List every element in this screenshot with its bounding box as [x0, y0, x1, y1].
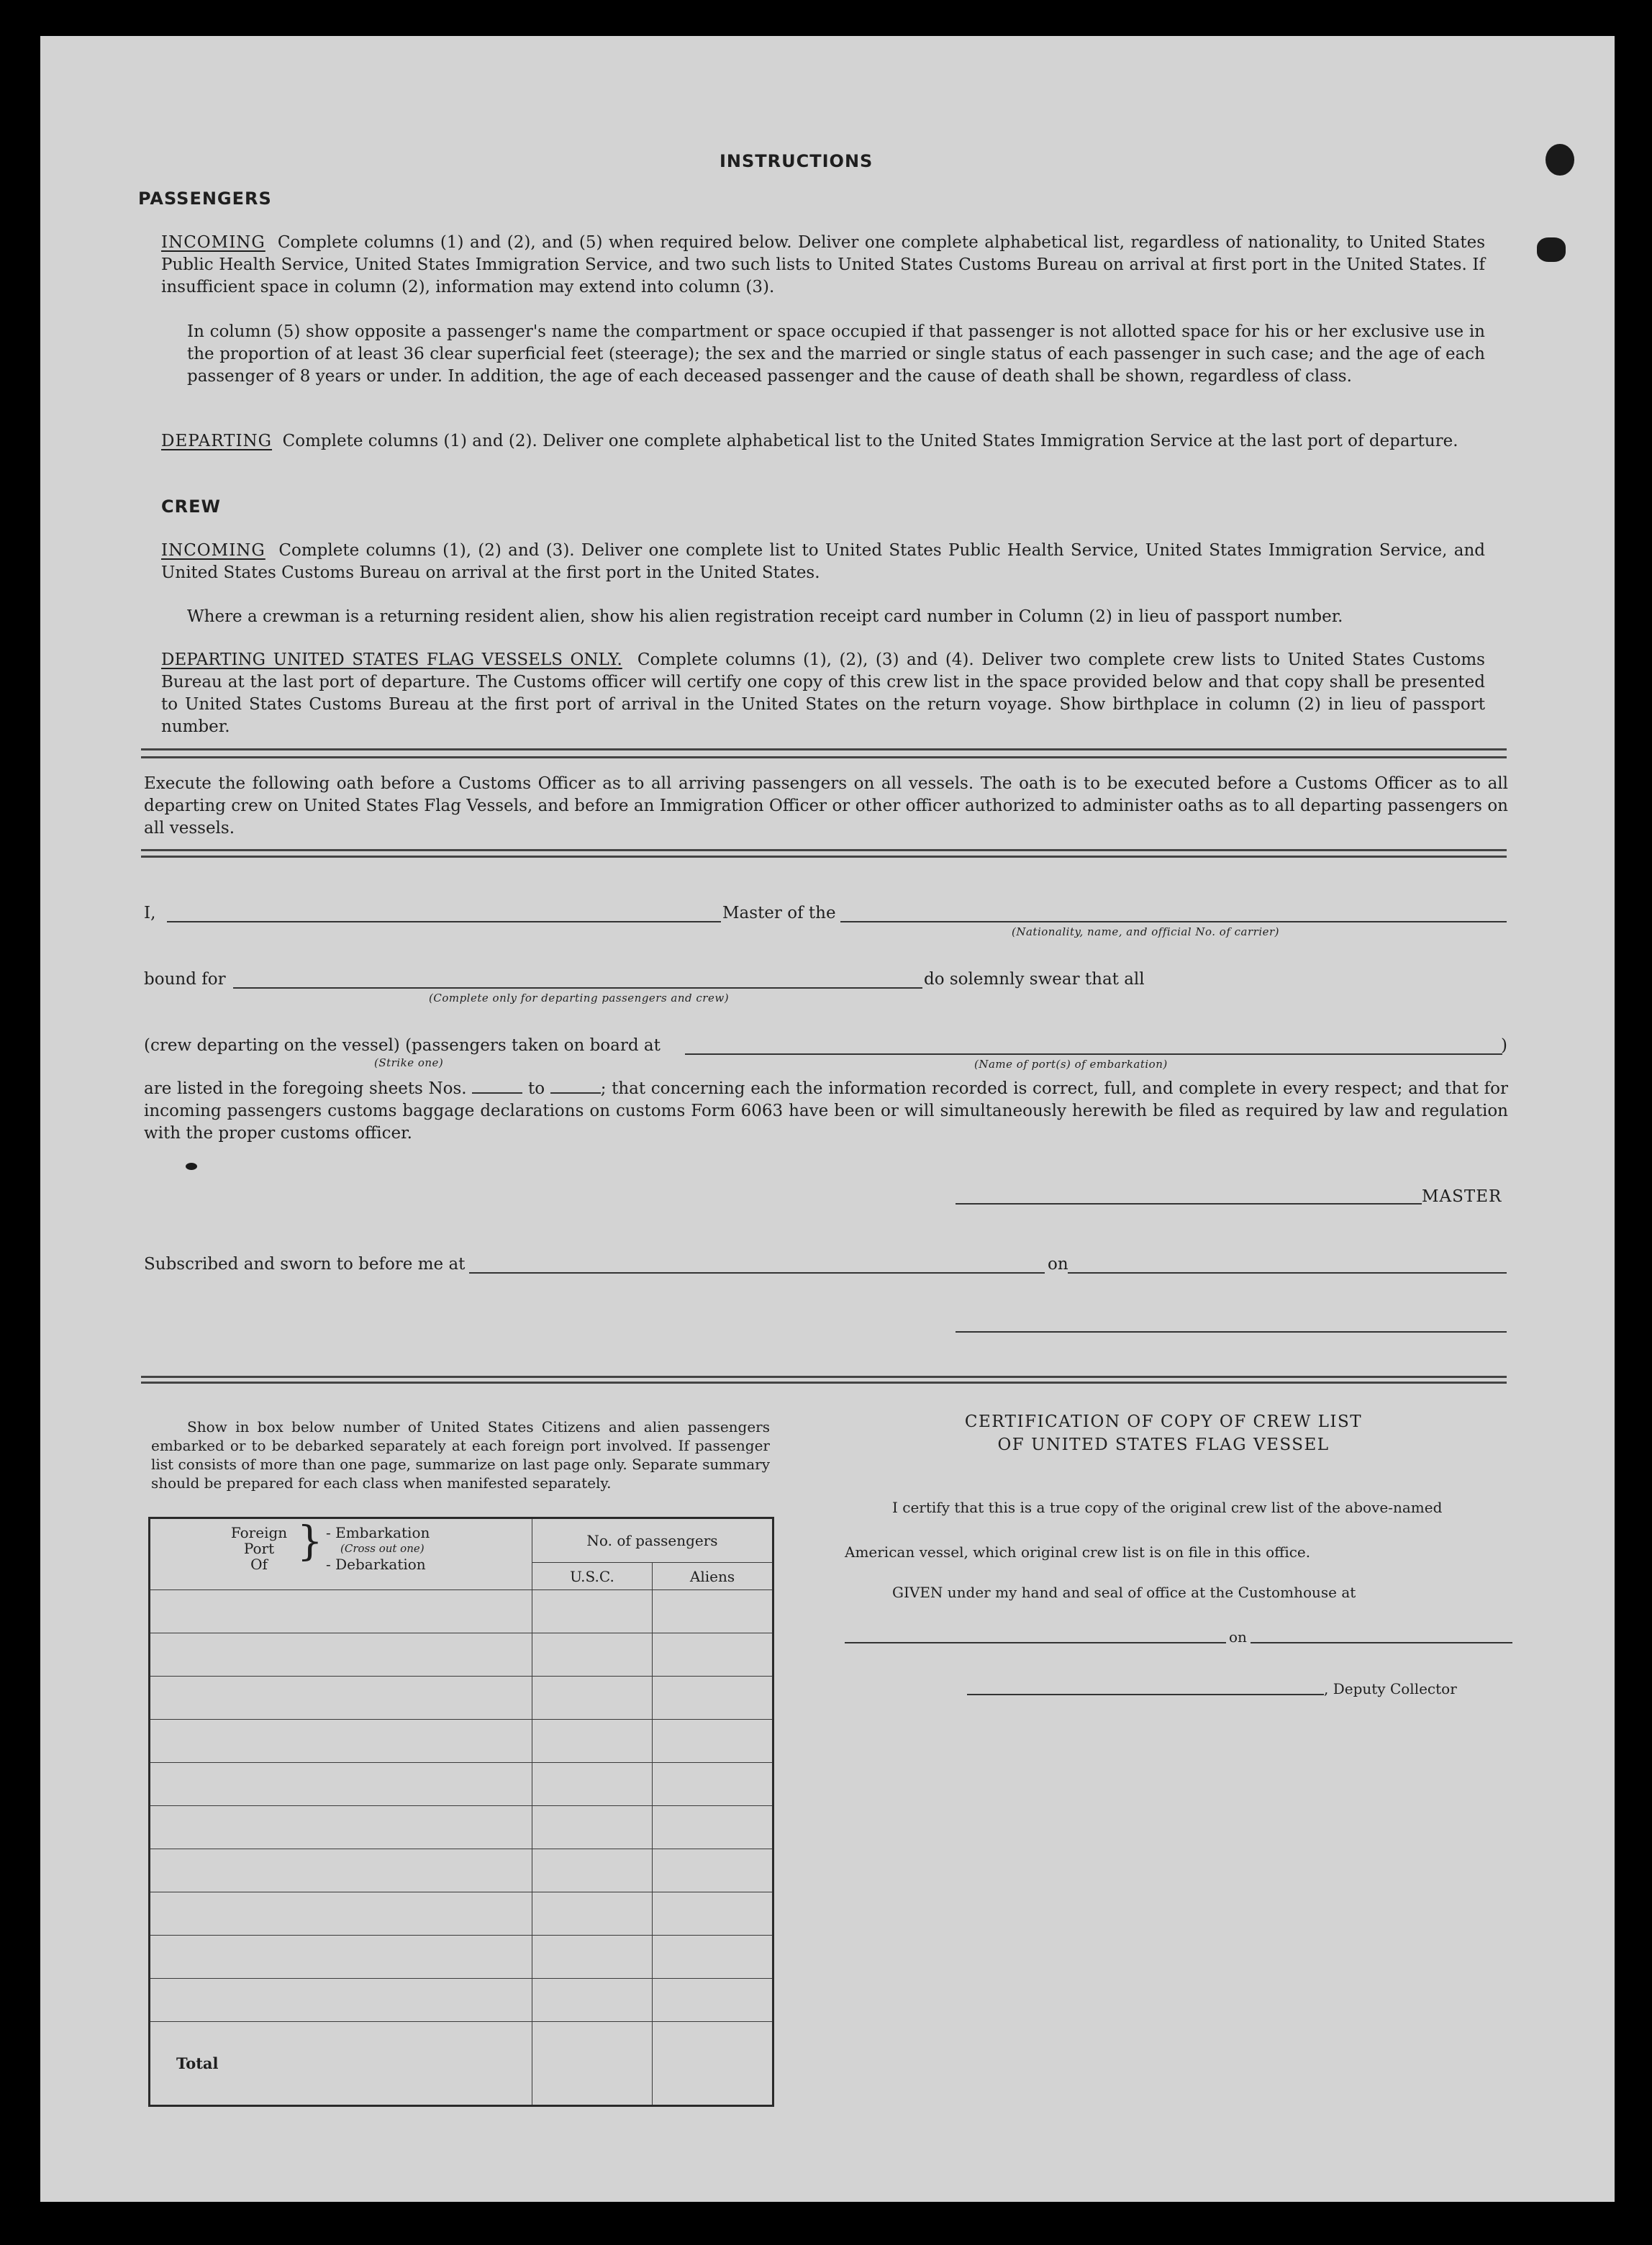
sworn-place-field[interactable]: [469, 1272, 1045, 1274]
officer-signature-field[interactable]: [956, 1331, 1507, 1333]
passengers-departing-paragraph: [161, 430, 1485, 453]
port-cell[interactable]: [150, 1720, 532, 1763]
certification-title-line-1: CERTIFICATION OF COPY OF CREW LIST: [964, 1412, 1363, 1431]
passengers-departing-text: Complete columns (1) and (2). Deliver one complete alphabetical list to the United States Immigration Service at the last port of departure.: [282, 432, 1458, 450]
usc-cell[interactable]: [532, 1806, 653, 1849]
certify-line-3: GIVEN under my hand and seal of office at the Customhouse at: [892, 1584, 1356, 1601]
aliens-cell[interactable]: [653, 1763, 773, 1806]
aliens-cell[interactable]: [653, 1849, 773, 1892]
summary-instructions: Show in box below number of United States Citizens and alien passengers embarked or to be debarked separately at each foreign port involved. If passenger list consists of more than one page, summarize on last page only. Separate summary should be prepared for each class when manifested separately.: [151, 1418, 770, 1492]
sworn-date-field[interactable]: [1068, 1272, 1507, 1274]
no-passengers-header: No. of passengers: [532, 1518, 773, 1563]
master-label: MASTER: [1422, 1187, 1502, 1206]
master-name-field[interactable]: [167, 921, 721, 922]
deputy-collector-label: , Deputy Collector: [1324, 1680, 1457, 1697]
certification-title-line-2: OF UNITED STATES FLAG VESSEL: [997, 1436, 1330, 1454]
bound-for-field[interactable]: [233, 987, 922, 989]
carrier-caption: (Nationality, name, and official No. of carrier): [1012, 925, 1280, 938]
passengers-incoming-label: INCOMING: [161, 233, 266, 252]
of-label: Of: [250, 1556, 268, 1573]
certify-line-2: American vessel, which original crew list is on file in this office.: [845, 1543, 1311, 1561]
aliens-cell[interactable]: [653, 1806, 773, 1849]
crew-passengers-text: (crew departing on the vessel) (passengers taken on board at: [144, 1036, 661, 1055]
port-cell[interactable]: [150, 1590, 532, 1633]
embarkation-caption: (Name of port(s) of embarkation): [974, 1058, 1168, 1071]
crew-heading: CREW: [161, 496, 221, 517]
aliens-cell[interactable]: [653, 1633, 773, 1677]
port-cell[interactable]: [150, 1763, 532, 1806]
usc-cell[interactable]: [532, 1936, 653, 1979]
usc-cell[interactable]: [532, 1849, 653, 1892]
embarkation-port-field[interactable]: [685, 1053, 1502, 1055]
carrier-field[interactable]: [840, 921, 1507, 922]
total-aliens-cell[interactable]: [653, 2022, 773, 2106]
passengers-column5-paragraph: In column (5) show opposite a passenger's name the compartment or space occupied if that passenger is not allotted space for his or her exclusive use in the proportion of at least 36 clear superficial feet (steerage); the sex and the married or single status of each passenger in such case; and the age of each passenger of 8 years or under. In addition, the age of each deceased passenger and the cause of death shall be shown, regardless of class.: [187, 322, 1485, 386]
port-cell[interactable]: [150, 1892, 532, 1936]
scan-speck: [1546, 144, 1574, 176]
aliens-header: Aliens: [653, 1563, 773, 1590]
crew-departing-paragraph: [161, 649, 1485, 738]
customhouse-field[interactable]: [845, 1642, 1226, 1643]
aliens-cell[interactable]: [653, 1720, 773, 1763]
swear-text: do solemnly swear that all: [924, 970, 1145, 989]
crew-resident-paragraph: Where a crewman is a returning resident alien, show his alien registration receipt card number in Column (2) in lieu of passport number.: [187, 607, 1343, 626]
passenger-summary-table: [148, 1517, 774, 2107]
scan-speck: [1537, 237, 1566, 262]
usc-cell[interactable]: [532, 1892, 653, 1936]
section-divider-top: [141, 748, 1507, 758]
usc-cell[interactable]: [532, 1633, 653, 1677]
usc-cell[interactable]: [532, 1590, 653, 1633]
debarkation-label: - Debarkation: [326, 1556, 426, 1573]
deputy-signature-field[interactable]: [967, 1694, 1324, 1695]
listed-rest: ; that concerning each the information recorded is correct, full, and complete in every respect; and that for incoming passengers customs baggage declarations on customs Form 6063 have been or will simultaneously herewith be filed as required by law and regulation with the proper customs officer.: [144, 1079, 1509, 1143]
passengers-departing-label: DEPARTING: [161, 432, 273, 450]
brace-glyph: }: [297, 1518, 323, 1565]
certify-on-label: on: [1229, 1628, 1247, 1646]
port-cell[interactable]: [150, 1936, 532, 1979]
crew-incoming-paragraph: [161, 540, 1485, 584]
certify-line-1: I certify that this is a true copy of the original crew list of the above-named: [892, 1499, 1443, 1516]
listed-to: to: [527, 1079, 545, 1098]
total-usc-cell[interactable]: [532, 2022, 653, 2106]
aliens-cell[interactable]: [653, 1677, 773, 1720]
certification-title: [872, 1410, 1455, 1456]
strike-one-caption: (Strike one): [374, 1056, 444, 1069]
bound-for-label: bound for: [144, 970, 226, 989]
oath-intro: Execute the following oath before a Customs Officer as to all arriving passengers on all vessels. The oath is to be executed before a Customs Officer as to all departing crew on United States Flag Vessels, and before an Immigration Officer or other officer authorized to administer oaths as to all departing passengers on all vessels.: [144, 774, 1508, 838]
aliens-cell[interactable]: [653, 1979, 773, 2022]
embarkation-label: - Embarkation: [326, 1524, 430, 1541]
scan-speck: [186, 1163, 197, 1170]
aliens-cell[interactable]: [653, 1590, 773, 1633]
usc-cell[interactable]: [532, 1763, 653, 1806]
foreign-port-header: [150, 1518, 532, 1590]
certify-date-field[interactable]: [1251, 1642, 1512, 1643]
port-cell[interactable]: [150, 1633, 532, 1677]
port-cell[interactable]: [150, 1849, 532, 1892]
aliens-cell[interactable]: [653, 1936, 773, 1979]
usc-header: U.S.C.: [532, 1563, 653, 1590]
port-label: Port: [243, 1540, 275, 1557]
section-divider-oath: [141, 849, 1507, 858]
aliens-cell[interactable]: [653, 1892, 773, 1936]
oath-master-of-label: Master of the: [722, 904, 836, 922]
crew-incoming-text: Complete columns (1), (2) and (3). Deliver one complete list to United States Public Health Service, United States Immigration Service, and United States Customs Bureau on arrival at the first port in the United States.: [161, 541, 1485, 582]
port-cell[interactable]: [150, 1677, 532, 1720]
crew-incoming-label: INCOMING: [161, 541, 266, 560]
passengers-heading: PASSENGERS: [138, 189, 272, 209]
subscribed-label: Subscribed and sworn to before me at: [144, 1255, 466, 1274]
bound-for-caption: (Complete only for departing passengers and crew): [429, 992, 730, 1004]
crew-departing-label: DEPARTING UNITED STATES FLAG VESSELS ONLY.: [161, 650, 622, 669]
sheet-from-field[interactable]: [472, 1082, 522, 1094]
passengers-incoming-paragraph: [161, 232, 1485, 299]
sheet-to-field[interactable]: [550, 1082, 601, 1094]
passengers-incoming-text: Complete columns (1) and (2), and (5) when required below. Deliver one complete alphabetical list, regardless of nationality, to United States Public Health Service, United States Immigration Service, and two such lists to United States Customs Bureau on arrival at first port in the United States. If insufficient space in column (2), information may extend into column (3).: [161, 233, 1485, 296]
port-cell[interactable]: [150, 1806, 532, 1849]
usc-cell[interactable]: [532, 1979, 653, 2022]
usc-cell[interactable]: [532, 1720, 653, 1763]
crew-departing-text: Complete columns (1), (2), (3) and (4). Deliver two complete crew lists to United States Customs Bureau at the last port of departure. The Customs officer will certify one copy of this crew list in the space provided below and that copy shall be presented to United States Customs Bureau at the first port of arrival in the United States on the return voyage. Show birthplace in column (2) in lieu of passport number.: [161, 650, 1485, 736]
sworn-on-label: on: [1048, 1255, 1068, 1274]
master-signature-field[interactable]: [956, 1203, 1422, 1205]
section-divider-bottom: [141, 1376, 1507, 1384]
close-paren: ): [1501, 1036, 1507, 1055]
total-label: Total: [150, 2022, 532, 2106]
form-page: [40, 36, 1615, 2202]
foreign-label: Foreign: [230, 1524, 288, 1541]
listed-paragraph: [144, 1078, 1508, 1145]
page-title: INSTRUCTIONS: [720, 151, 873, 171]
cross-out-label: (Cross out one): [340, 1542, 425, 1555]
usc-cell[interactable]: [532, 1677, 653, 1720]
listed-prefix: are listed in the foregoing sheets Nos.: [144, 1079, 467, 1098]
port-cell[interactable]: [150, 1979, 532, 2022]
oath-i-label: I,: [144, 904, 156, 922]
